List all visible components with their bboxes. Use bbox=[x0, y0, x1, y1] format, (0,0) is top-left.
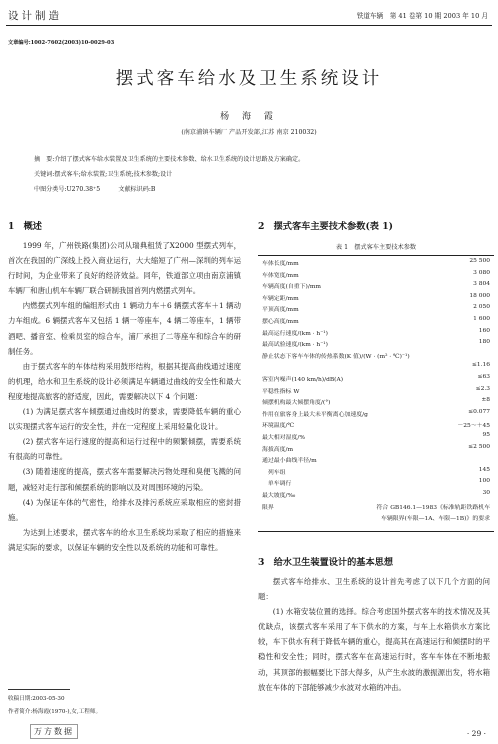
section-1-heading: 1 概述 bbox=[8, 221, 42, 232]
paragraph: 摆式客车给排水、卫生系统的设计首先考虑了以下几个方面的问题： bbox=[258, 577, 490, 602]
table-cell-value: 145 bbox=[478, 466, 490, 473]
table-caption: 表 1 摆式客车主要技术参数 bbox=[335, 244, 417, 251]
table-cell-parameter: 摆心高度/mm bbox=[262, 319, 299, 325]
table-cell-value: ≤2 500 bbox=[468, 443, 490, 450]
author-affiliation: (南京浦镇车辆厂 产品开发部,江苏 南京 210032) bbox=[181, 129, 317, 136]
table-cell-value: 180 bbox=[478, 339, 490, 346]
table-cell-value: 3 804 bbox=[473, 281, 490, 288]
table-bottom-rule bbox=[258, 531, 494, 532]
table-cell-value: ≤63 bbox=[477, 374, 490, 380]
table-cell-parameter: 限界 bbox=[262, 504, 274, 511]
paragraph: 由于摆式客车的车体结构采用鼓形结构，根据其提高曲线通过速度的机理，给水和卫生系统的设计必须满足车辆通过曲线的安全性和最大程度地提高旅客的舒适度，因此，需要解决以下 4 个问题： bbox=[8, 361, 241, 401]
paragraph: 为达到上述要求，摆式客车的给水卫生系统均采取了相应的措施来满足实际的要求，以保证车辆的安全性以及系统的功能和可靠性。 bbox=[8, 527, 241, 552]
paragraph: (1) 水箱安装位置的选择。综合考虑国外摆式客车的技术情况及其优缺点，该摆式客车采用了车下供水的方案，与车上水箱供水方案比较，车下供水有利于降低车辆的重心，提高其在高速运行和倾摆时的平稳性和安全性；同时，摆式客车在高速运行时，客车车体在不断地振动，其顶部的振幅要比下部大得多，从产生水波的激振源出发，将水箱放在车体的下部能够减少水波对水箱的冲击。 bbox=[258, 607, 490, 692]
table-cell-value: 95 bbox=[482, 432, 490, 438]
table-cell-parameter: 最高试验速度/(km · h⁻¹) bbox=[262, 342, 328, 349]
section-1-body bbox=[8, 238, 241, 555]
table-cell-value: ≤1.16 bbox=[471, 362, 490, 369]
table-cell-parameter: 最大相对湿度/% bbox=[262, 435, 305, 441]
table-cell-parameter: 倾摆机构最大倾摆角度/(°) bbox=[262, 400, 331, 407]
paper-title: 摆式客车给水及卫生系统设计 bbox=[115, 69, 383, 89]
table-cell-value: 3 080 bbox=[473, 269, 490, 276]
footnote-received: 收稿日期:2003-05-30 bbox=[8, 696, 65, 702]
table-cell-parameter: 车辆定距/mm bbox=[262, 295, 299, 302]
page-number: · 29 · bbox=[466, 729, 486, 738]
table-top-rule bbox=[258, 255, 494, 256]
table-cell-value: 25 500 bbox=[469, 258, 490, 264]
table-cell-value: 30 bbox=[482, 490, 490, 496]
table-cell-parameter: 作用在旅客身上最大未平衡离心加速度/g bbox=[262, 411, 368, 418]
table-cell-parameter: 单车调行 bbox=[262, 481, 292, 488]
paragraph: 内燃摆式列车组的编组形式由 1 辆动力车＋6 辆摆式客车＋1 辆动力车组成。6 辆摆式客车又包括 1 辆一等座车，4 辆二等座车，1 辆带酒吧、播音室、检乘员室的综合车，浦厂承担了二等座车和综合车的研制任务。 bbox=[8, 301, 241, 356]
table-cell-parameter: 平稳性指标 W bbox=[262, 388, 300, 395]
author-name: 杨 海 霞 bbox=[220, 112, 278, 122]
table-cell-value: ≤0.077 bbox=[468, 408, 490, 415]
table-cell-value: 1 600 bbox=[473, 316, 490, 322]
table-cell-value: 100 bbox=[478, 478, 490, 485]
table-cell-parameter: 车辆高度(自重下)/mm bbox=[262, 284, 321, 291]
table-cell-parameter: 平顶高度/mm bbox=[262, 307, 299, 314]
table-cell-parameter: 最高运行速度/(km · h⁻¹) bbox=[262, 330, 328, 337]
table-cell-parameter: 海拔高度/m bbox=[262, 446, 294, 453]
table-cell-value: 2 050 bbox=[473, 304, 490, 311]
abstract: 摘 要:介绍了摆式客车给水装置及卫生系统的主要技术参数、给水卫生系统的设计思路及方案确定。 bbox=[34, 156, 305, 163]
section-3-body bbox=[258, 574, 490, 695]
keywords: 关键词:摆式客车;给水装置;卫生系统;技术参数;设计 bbox=[34, 171, 173, 178]
document-id: 文章编号:1002-7602(2003)10-0029-03 bbox=[8, 40, 115, 46]
table-cell-parameter: 通过最小曲线半径/m bbox=[262, 458, 317, 465]
classification: 中图分类号:U270.38⁺5 文献标识码:B bbox=[34, 186, 156, 193]
running-header-journal: 铁道车辆 第 41 卷第 10 期 2003 年 10 月 bbox=[356, 12, 488, 20]
table-cell-value: －25～＋45 bbox=[457, 423, 490, 430]
paragraph: (4) 为保证车体的气密性，给排水及排污系统应采取相应的密封措施。 bbox=[8, 497, 241, 522]
table-cell-value: 160 bbox=[478, 327, 490, 334]
table-cell-parameter: 静止状态下客车车体的传热系数(K 值)/(W · (m² · ℃)⁻¹) bbox=[262, 353, 410, 360]
section-3-heading: 3 给水卫生装置设计的基本思想 bbox=[258, 557, 394, 568]
table-cell-value: ±8 bbox=[481, 397, 490, 404]
table-cell-value: ≤2.3 bbox=[475, 385, 490, 392]
running-header-section: 设计制造 bbox=[8, 10, 62, 22]
paragraph: (3) 随着速度的提高，摆式客车需要解决污物处理和臭便飞溅的问题，减轻对走行部和倾摆系统的影响以及对周围环境的污染。 bbox=[8, 467, 241, 492]
table-cell-parameter: 最大坡度/‰ bbox=[262, 493, 296, 499]
table-cell-parameter: 环境温度/℃ bbox=[262, 423, 295, 430]
table-cell-value: 18 000 bbox=[469, 292, 490, 299]
section-2-heading: 2 摆式客车主要技术参数(表 1) bbox=[258, 221, 393, 232]
table-cell-parameter: 车体长度/mm bbox=[262, 261, 299, 267]
table-cell-value: 符合 GB146.1—1983《标准轨距铁路机车 bbox=[376, 504, 490, 511]
table-cell-parameter: 列车组 bbox=[262, 469, 286, 476]
table-cell-parameter: 客室内噪声(140 km/h)/dB(A) bbox=[262, 377, 344, 383]
paragraph: (1) 为满足摆式客车倾摆通过曲线时的要求，需要降低车辆的重心以实现摆式客车运行的安全性，并在一定程度上采用轻量化设计。 bbox=[8, 407, 241, 432]
footnote-author: 作者简介:杨海霞(1970-),女,工程师。 bbox=[8, 709, 102, 715]
paragraph: (2) 摆式客车运行速度的提高和运行过程中的频繁倾摆，需要系统有很高的可靠性。 bbox=[8, 437, 241, 462]
header-rule bbox=[6, 25, 492, 26]
footnote-rule bbox=[8, 689, 70, 690]
watermark-label: 万方数据 bbox=[30, 724, 78, 739]
table-cell-parameter: 车体宽度/mm bbox=[262, 272, 299, 279]
table-cell-value: 车辆限界(车限—1A、车限—1B)》的要求 bbox=[380, 516, 490, 523]
paragraph: 1999 年，广州铁路(集团)公司从瑞典租赁了X2000 型摆式列车，首次在我国的广深线上投入商业运行，大大缩短了广州—深圳的列车运行时间，为企业带来了良好的经济效益。同年，铁道部立项由南京浦镇车辆厂和唐山机车车辆厂联合研制我国首列内燃摆式列车。 bbox=[8, 241, 241, 296]
